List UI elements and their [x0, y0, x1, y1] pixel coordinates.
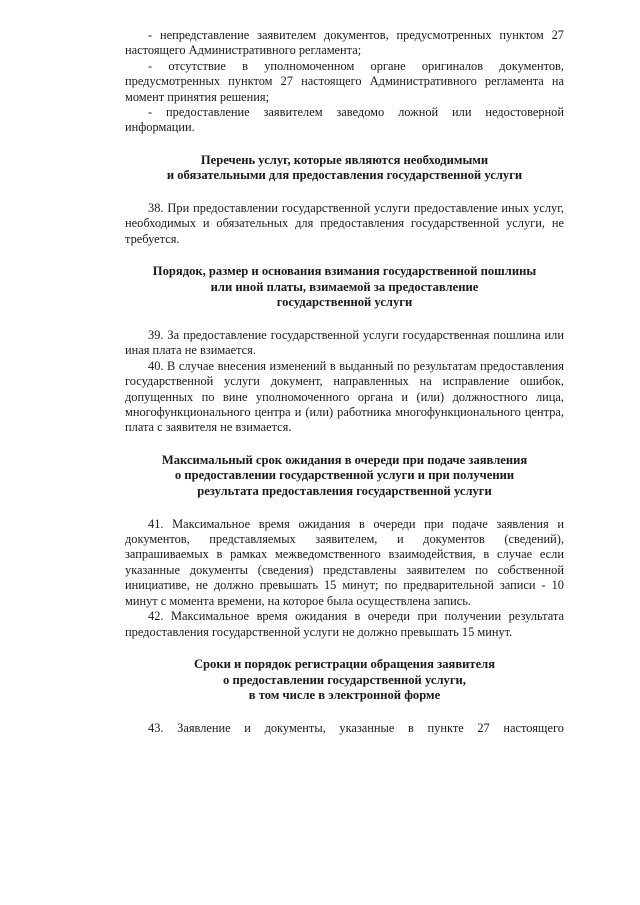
heading-state-duty: Порядок, размер и основания взимания государственной пошлины или иной платы, взимаемой за предоставление государственной услуги [152, 264, 537, 310]
heading-registration: Сроки и порядок регистрации обращения заявителя о предоставлении государственной услуги, в том числе в электронной форме [193, 656, 496, 703]
document-page [125, 28, 564, 736]
paragraph-38: 38. При предоставлении государственной услуги предоставление иных услуг, необходимых и обязательных для предоставления государственной услуги, не требуется. [125, 201, 564, 246]
heading-waiting-time: Максимальный срок ожидания в очереди при подаче заявления о предоставлении государственной услуги и при получении результата предоставления государственной услуги [161, 452, 528, 499]
refusal-item-3: - предоставление заявителем заведомо ложной или недостоверной информации. [125, 105, 564, 135]
heading-required-services: Перечень услуг, которые являются необходимыми и обязательными для предоставления государственной услуги [166, 152, 523, 183]
refusal-item-2: - отсутствие в уполномоченном органе оригиналов документов, предусмотренных пунктом 27 настоящего Административного регламента на момент принятия решения; [125, 58, 564, 104]
paragraph-42: 42. Максимальное время ожидания в очереди при получении результата предоставления государственной услуги не должно превышать 15 минут. [125, 609, 564, 639]
paragraph-39: 39. За предоставление государственной услуги государственная пошлина или иная плата не взимается. [125, 328, 564, 358]
paragraph-43: 43. Заявление и документы, указанные в пункте 27 настоящего [148, 720, 564, 735]
paragraph-40: 40. В случае внесения изменений в выданный по результатам предоставления государственной услуги документ, направленных на исправление ошибок, допущенных по вине уполномоченного органа и (или) должностного лица, многофункционального центра и (или) работника многофункционального центра, плата с заявителя не взимается. [125, 358, 564, 435]
paragraph-41: 41. Максимальное время ожидания в очереди при подаче заявления и документов, представляемых заявителем, и документов (сведений), запрашиваемых в рамках межведомственного взаимодействия, в случае если указанные документы (сведения) представлены заявителем по собственной инициативе, не должно превышать 15 минут; по предварительной записи - 10 минут с момента времени, на которое была осуществлена запись. [125, 516, 564, 608]
refusal-item-1: - непредставление заявителем документов, предусмотренных пунктом 27 настоящего Административного регламента; [125, 28, 564, 58]
